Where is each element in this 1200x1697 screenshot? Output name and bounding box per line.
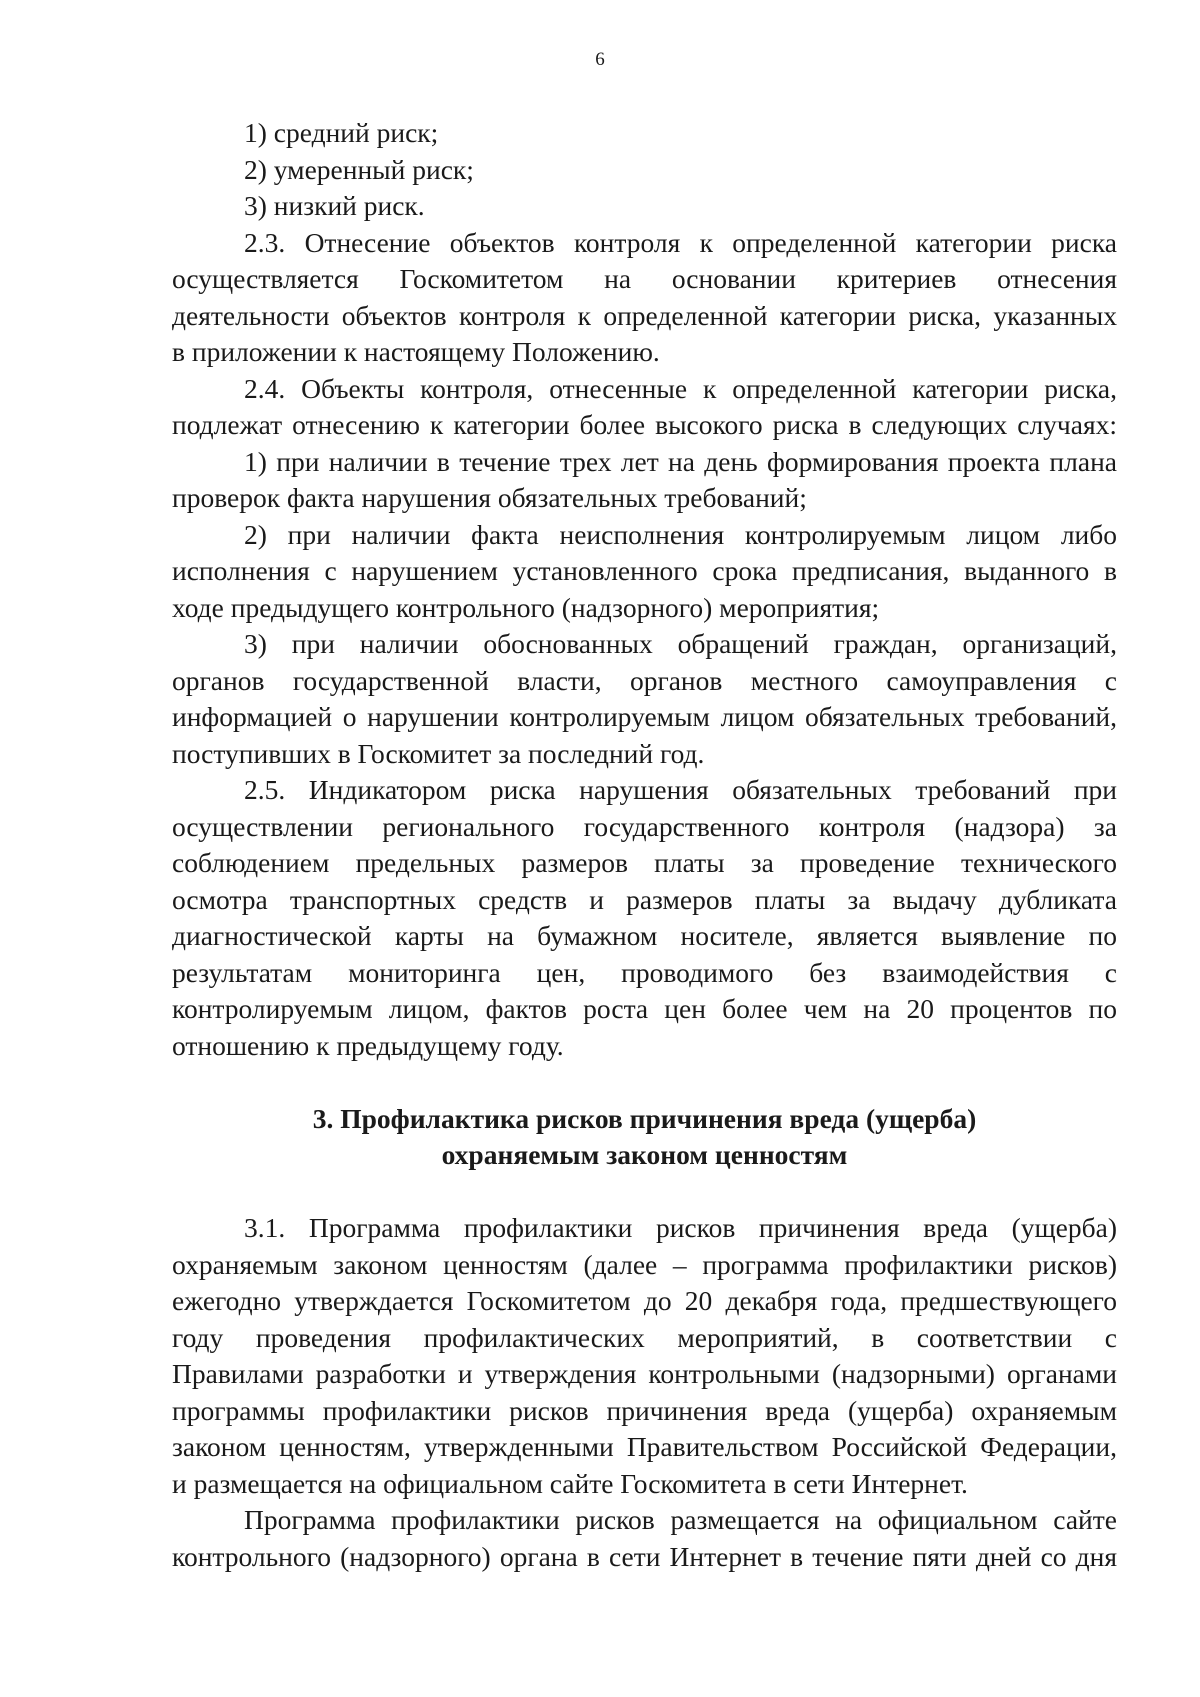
text-line: контролируемым лицом, фактов роста цен более чем на 20 процентов по <box>172 993 1117 1024</box>
text-line: поступивших в Госкомитет за последний год. <box>172 737 705 769</box>
text-line: программы профилактики рисков причинения вреда (ущерба) охраняемым <box>172 1394 1117 1426</box>
text-line: 2.4. Объекты контроля, отнесенные к определенной категории риска, <box>244 372 1117 404</box>
text-line: году проведения профилактических мероприятий, в соответствии с <box>172 1321 1117 1353</box>
text-line: органов государственной власти, органов местного самоуправления с <box>172 664 1117 696</box>
text-line: осуществлении регионального государственного контроля (надзора) за <box>172 810 1117 842</box>
text-line: 2.3. Отнесение объектов контроля к определенной категории риска <box>244 226 1117 258</box>
text-line: 2) умеренный риск; <box>244 153 474 185</box>
text-line: результатам мониторинга цен, проводимого без взаимодействия с <box>172 956 1117 988</box>
text-line: 2.5. Индикатором риска нарушения обязательных требований при <box>244 774 1117 805</box>
text-line: 3.1. Программа профилактики рисков причинения вреда (ущерба) <box>244 1212 1117 1243</box>
text-line: осуществляется Госкомитетом на основании критериев отнесения <box>172 263 1117 294</box>
text-line: ежегодно утверждается Госкомитетом до 20 декабря года, предшествующего <box>172 1285 1117 1316</box>
heading-line: 3. Профилактика рисков причинения вреда (ущерба) <box>312 1102 977 1134</box>
text-line: деятельности объектов контроля к определенной категории риска, указанных <box>172 299 1117 331</box>
section-3-text <box>172 1210 1117 1575</box>
text-line: информацией о нарушении контролируемым лицом обязательных требований, <box>172 701 1117 732</box>
text-line: в приложении к настоящему Положению. <box>172 336 660 367</box>
text-line: и размещается на официальном сайте Госкомитета в сети Интернет. <box>172 1467 968 1499</box>
text-line: подлежат отнесению к категории более высокого риска в следующих случаях: <box>172 409 1117 440</box>
section-2-text <box>172 115 1117 1064</box>
text-line: 1) средний риск; <box>244 117 439 148</box>
text-line: законом ценностям, утвержденными Правительством Российской Федерации, <box>172 1431 1117 1462</box>
text-line: Правилами разработки и утверждения контрольными (надзорными) органами <box>172 1358 1117 1389</box>
text-line: соблюдением предельных размеров платы за проведение технического <box>172 847 1117 878</box>
text-line: охраняемым законом ценностям (далее – программа профилактики рисков) <box>172 1248 1117 1280</box>
text-line: Программа профилактики рисков размещается на официальном сайте <box>244 1504 1117 1535</box>
text-line: 3) при наличии обоснованных обращений граждан, организаций, <box>244 628 1117 659</box>
text-line: осмотра транспортных средств и размеров платы за выдачу дубликата <box>172 883 1117 915</box>
text-line: контрольного (надзорного) органа в сети Интернет в течение пяти дней со дня <box>172 1540 1117 1572</box>
section-3-heading <box>172 1101 1117 1174</box>
text-line: проверок факта нарушения обязательных требований; <box>172 482 807 513</box>
document-body <box>172 115 1117 1575</box>
spacer <box>172 1174 1117 1211</box>
page-number: 6 <box>595 49 605 70</box>
text-line: отношению к предыдущему году. <box>172 1029 564 1061</box>
spacer <box>172 1064 1117 1101</box>
text-line: 1) при наличии в течение трех лет на день формирования проекта плана <box>244 445 1117 477</box>
text-line: ходе предыдущего контрольного (надзорного) мероприятия; <box>172 591 880 623</box>
text-line: исполнения с нарушением установленного срока предписания, выданного в <box>172 555 1117 586</box>
text-line: 2) при наличии факта неисполнения контролируемым лицом либо <box>244 518 1117 550</box>
text-line: 3) низкий риск. <box>244 190 425 221</box>
heading-line: охраняемым законом ценностям <box>441 1139 848 1170</box>
text-line: диагностической карты на бумажном носителе, является выявление по <box>172 920 1117 951</box>
